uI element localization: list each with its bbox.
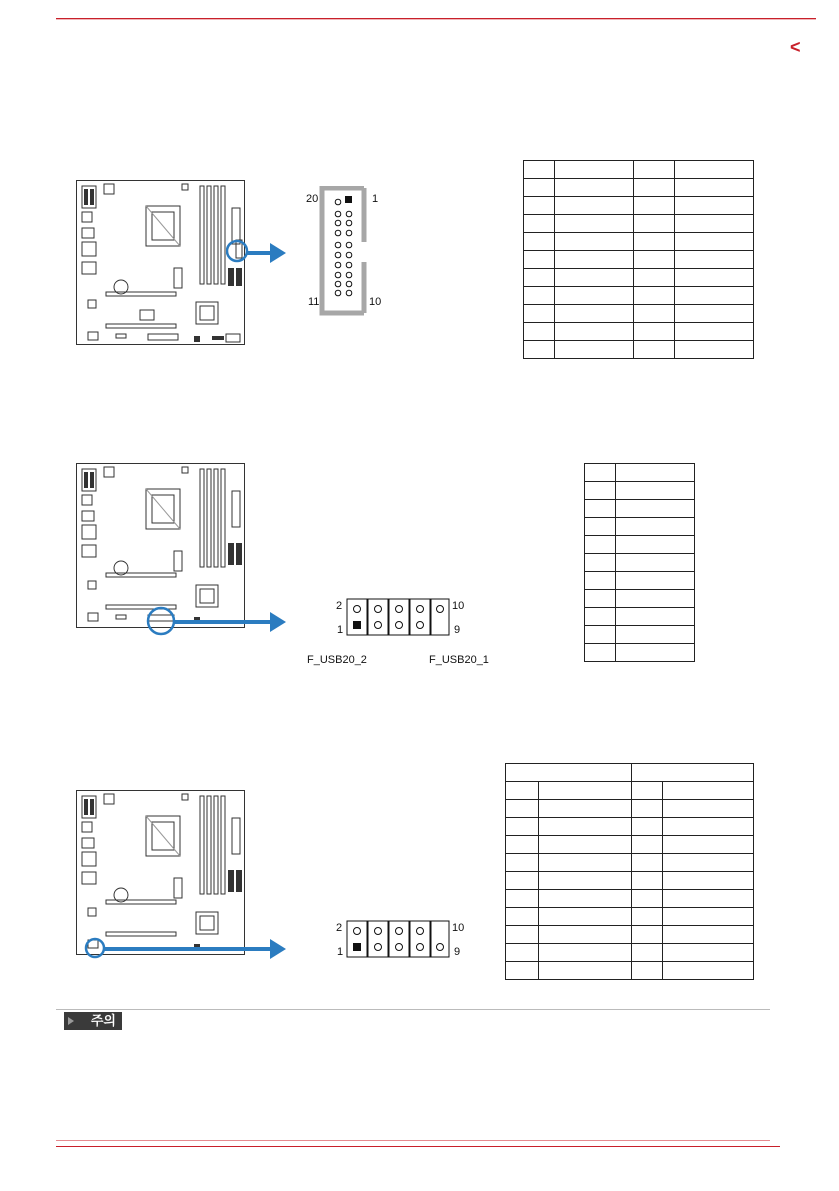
pin-label-1: 1 — [372, 193, 379, 205]
table-row — [524, 341, 754, 359]
table-row — [585, 644, 695, 662]
table-row — [506, 818, 754, 836]
caution-badge: 주의 — [64, 1012, 122, 1030]
usb-header-diagram-2 — [346, 920, 450, 960]
pin-label-10: 10 — [452, 922, 465, 934]
table-row — [524, 179, 754, 197]
top-rule-shade — [56, 19, 816, 20]
pin-label-20: 20 — [306, 193, 319, 205]
table-row — [506, 890, 754, 908]
table-row — [524, 233, 754, 251]
table-row — [506, 962, 754, 980]
table-row — [585, 482, 695, 500]
table-row — [506, 944, 754, 962]
table-row — [585, 536, 695, 554]
table-row — [506, 926, 754, 944]
note-divider — [56, 1009, 770, 1010]
usb-header-diagram-1 — [346, 598, 450, 638]
table-row — [585, 554, 695, 572]
table-row — [585, 608, 695, 626]
table-row — [585, 572, 695, 590]
table-row — [524, 251, 754, 269]
table-row — [585, 464, 695, 482]
footer-rule — [56, 1146, 780, 1147]
pin-label-10: 10 — [369, 296, 382, 308]
pin-label-2: 2 — [336, 600, 343, 612]
table-row — [524, 287, 754, 305]
table-row — [506, 836, 754, 854]
pin-label-1: 1 — [337, 624, 344, 636]
table-row — [506, 872, 754, 890]
pin-table-1 — [523, 160, 754, 359]
table-row — [585, 500, 695, 518]
pin-table-2 — [584, 463, 695, 662]
table-row — [524, 305, 754, 323]
pin-label-1: 1 — [337, 946, 344, 958]
table-row — [524, 197, 754, 215]
header-name-f-usb20-2: F_USB20_2 — [307, 654, 367, 666]
callout-arrow-3 — [84, 934, 288, 964]
footer-rule-light — [56, 1140, 770, 1141]
table-row — [585, 518, 695, 536]
table-row — [506, 854, 754, 872]
motherboard-diagram-3 — [76, 790, 246, 956]
table-row — [524, 215, 754, 233]
pin-label-9: 9 — [454, 946, 461, 958]
table-row — [506, 800, 754, 818]
table-row — [585, 590, 695, 608]
header-name-f-usb20-1: F_USB20_1 — [429, 654, 489, 666]
table-row — [506, 764, 754, 782]
table-row — [585, 626, 695, 644]
connector-20pin-diagram — [318, 186, 370, 316]
pin-label-10: 10 — [452, 600, 465, 612]
pin-table-3 — [505, 763, 754, 980]
table-row — [524, 269, 754, 287]
pin-label-2: 2 — [336, 922, 343, 934]
pin-label-11: 11 — [308, 296, 320, 308]
callout-arrow-1 — [226, 238, 288, 268]
motherboard-diagram-1 — [76, 180, 246, 346]
callout-arrow-2 — [146, 604, 288, 638]
table-row — [506, 908, 754, 926]
pin-label-9: 9 — [454, 624, 461, 636]
table-row — [524, 161, 754, 179]
table-row — [506, 782, 754, 800]
table-row — [524, 323, 754, 341]
previous-page-icon[interactable]: < — [790, 37, 801, 57]
